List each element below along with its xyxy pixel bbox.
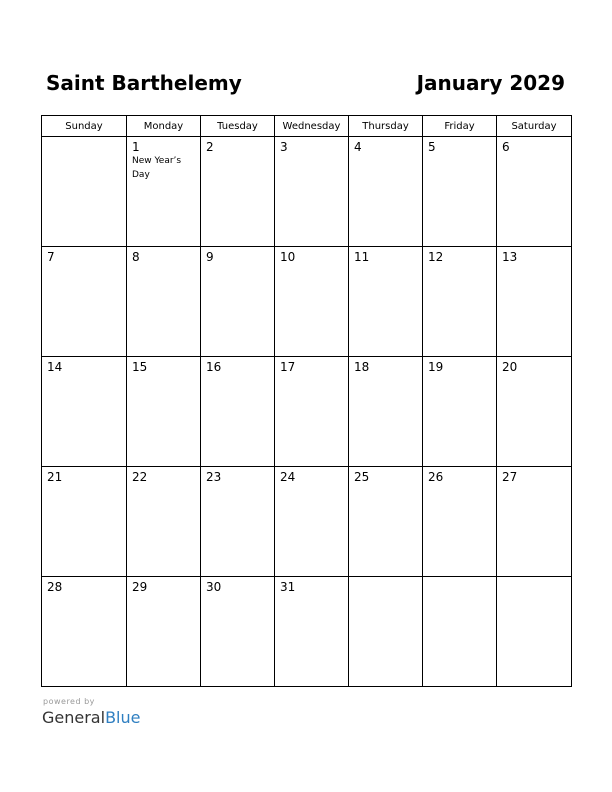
day-cell <box>127 577 201 687</box>
day-number: 31 <box>280 580 296 594</box>
weekday-thursday: Thursday <box>349 116 423 137</box>
day-cell <box>42 247 127 357</box>
week-row <box>42 357 572 467</box>
weekday-saturday: Saturday <box>497 116 572 137</box>
day-cell <box>497 137 572 247</box>
week-row <box>42 137 572 247</box>
day-cell <box>349 577 423 687</box>
day-number: 28 <box>47 580 63 594</box>
day-number: 30 <box>206 580 222 594</box>
day-cell <box>275 577 349 687</box>
weekday-sunday: Sunday <box>42 116 127 137</box>
day-number: 14 <box>47 360 63 374</box>
day-number: 1 <box>132 140 140 154</box>
day-cell <box>497 357 572 467</box>
day-number: 15 <box>132 360 148 374</box>
weekday-wednesday: Wednesday <box>275 116 349 137</box>
day-cell <box>349 467 423 577</box>
day-cell <box>201 467 275 577</box>
day-number: 8 <box>132 250 140 264</box>
weekday-monday: Monday <box>127 116 201 137</box>
day-cell <box>275 137 349 247</box>
powered-by-label: powered by <box>43 697 95 706</box>
day-cell <box>201 247 275 357</box>
day-number: 24 <box>280 470 296 484</box>
day-number: 7 <box>47 250 55 264</box>
day-number: 13 <box>502 250 518 264</box>
day-cell <box>275 467 349 577</box>
country-title: Saint Barthelemy <box>46 71 242 95</box>
day-cell <box>275 357 349 467</box>
day-cell <box>423 247 497 357</box>
day-number: 11 <box>354 250 370 264</box>
day-number: 9 <box>206 250 214 264</box>
day-cell <box>423 357 497 467</box>
day-cell <box>201 577 275 687</box>
week-row <box>42 247 572 357</box>
weekday-friday: Friday <box>423 116 497 137</box>
day-cell <box>423 467 497 577</box>
day-cell <box>275 247 349 357</box>
day-number: 26 <box>428 470 444 484</box>
day-cell <box>42 467 127 577</box>
day-number: 29 <box>132 580 148 594</box>
day-cell <box>349 357 423 467</box>
day-cell <box>42 137 127 247</box>
week-row <box>42 577 572 687</box>
day-cell <box>201 357 275 467</box>
day-number: 19 <box>428 360 444 374</box>
day-number: 4 <box>354 140 362 154</box>
day-number: 20 <box>502 360 518 374</box>
day-cell <box>127 467 201 577</box>
day-number: 6 <box>502 140 510 154</box>
day-number: 10 <box>280 250 296 264</box>
day-cell <box>349 137 423 247</box>
day-cell <box>497 247 572 357</box>
day-cell <box>423 577 497 687</box>
day-cell <box>127 357 201 467</box>
holiday-label: New Year’s Day <box>132 156 182 180</box>
day-cell <box>127 137 201 247</box>
weekday-header-row <box>42 116 572 137</box>
generalblue-logo[interactable] <box>42 708 140 727</box>
day-cell <box>349 247 423 357</box>
day-number: 12 <box>428 250 444 264</box>
day-cell <box>497 577 572 687</box>
day-number: 16 <box>206 360 222 374</box>
day-number: 18 <box>354 360 370 374</box>
day-number: 27 <box>502 470 518 484</box>
day-cell <box>42 357 127 467</box>
day-cell <box>497 467 572 577</box>
day-number: 21 <box>47 470 63 484</box>
day-number: 23 <box>206 470 222 484</box>
brand-general-text: General <box>42 708 106 727</box>
month-year-title: January 2029 <box>416 71 565 95</box>
calendar-grid <box>41 115 572 687</box>
day-cell <box>42 577 127 687</box>
day-number: 3 <box>280 140 288 154</box>
day-number: 17 <box>280 360 296 374</box>
day-number: 5 <box>428 140 436 154</box>
day-cell <box>127 247 201 357</box>
day-number: 25 <box>354 470 370 484</box>
day-cell <box>201 137 275 247</box>
brand-blue-text: Blue <box>105 708 141 727</box>
weekday-tuesday: Tuesday <box>201 116 275 137</box>
day-cell <box>423 137 497 247</box>
week-row <box>42 467 572 577</box>
day-number: 2 <box>206 140 214 154</box>
day-number: 22 <box>132 470 148 484</box>
